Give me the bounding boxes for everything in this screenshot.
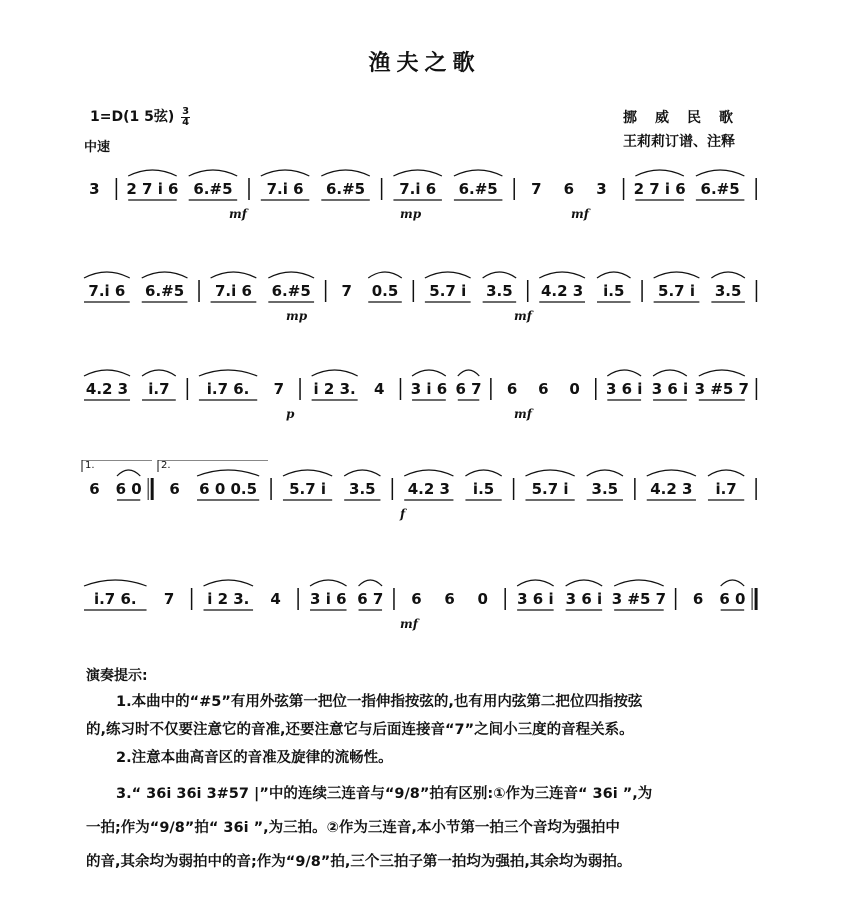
slur [84,370,130,376]
song-editor: 王莉莉订谱、注释 [623,134,735,150]
score-row-1 [78,160,762,230]
slur [84,580,147,586]
slur [454,170,502,176]
note-group: 6 [538,380,549,398]
slur [128,170,176,176]
slur [197,470,259,476]
slur [597,272,631,278]
note-group: 3.5 [714,282,742,300]
tip-1a [86,688,776,716]
note-group: 5.7 i [289,480,327,498]
note-group: 3 i 6 [410,380,448,398]
slur [539,272,585,278]
note-group: 7 [531,180,542,198]
dynamic-mark: mf [514,309,532,323]
note-group: 6 [169,480,180,498]
note-group: 3.5 [349,480,376,498]
note-group: 7.i 6 [88,282,126,300]
score-row-2 [78,262,762,332]
slur [566,580,603,586]
note-group: 0.5 [371,282,399,300]
note-group: 4.2 3 [85,380,129,398]
note-group: 7 [163,590,175,608]
slur [368,272,402,278]
note-group: 6.#5 [458,180,498,198]
note-group: 7 [273,380,285,398]
slur [425,272,471,278]
slur [359,580,383,586]
note-group: 6.#5 [325,180,366,198]
dynamic-mark: f [400,507,406,521]
tip-1b: 的,练习时不仅要注意它的音准,还要注意它与后面连接音“7”之间小三度的音程关系。 [86,722,634,738]
dynamic-mark: mf [229,207,247,221]
slur [321,170,369,176]
slur [696,170,744,176]
note-group: i.7 [148,380,170,398]
slur [614,580,664,586]
note-group: 4.2 3 [407,480,450,498]
score-row-4 [78,460,762,530]
note-group: 7.i 6 [399,180,437,198]
tip-3a-text: 3.“ 36i 36i 3#57 |”中的连续三连音与“9/8”拍有区别:①作为三连音“ 36i ”,为 [116,786,653,802]
note-group: 3 6 i [651,380,689,398]
note-group: i.7 [715,480,737,498]
slur [268,272,314,278]
slur [654,272,700,278]
slur [310,580,347,586]
time-sig-denominator: 4 [182,116,190,128]
slur [483,272,517,278]
tip-3a [86,780,776,808]
note-group: i.5 [472,480,495,498]
note-group: 3 i 6 [310,590,347,608]
slur [261,170,309,176]
slur [525,470,574,476]
tip-2-text: 2.注意本曲高音区的音准及旋律的流畅性。 [116,750,393,766]
volta-label: 1. [85,460,95,471]
slur [312,370,358,376]
slur [142,370,176,376]
slur [189,170,237,176]
tips-heading: 演奏提示: [86,668,148,684]
slur [412,370,446,376]
note-group: i.7 6. [206,380,250,398]
note-group: 6.#5 [145,282,185,300]
time-signature [181,107,190,128]
slur [344,470,380,476]
note-group: 6 [444,590,455,608]
note-group: 2 7 i 6 [633,180,686,198]
note-group: 0 [477,590,488,608]
score-row-5 [78,570,762,640]
note-group: 6 0 [115,480,142,498]
note-group: 4 [374,380,385,398]
slur [393,170,441,176]
slur [607,370,641,376]
note-group: 5.7 i [429,282,467,300]
tip-3b: 一拍;作为“9/8”拍“ 36i ”,为三拍。②作为三连音,本小节第一拍三个音均为强拍中 [86,820,620,836]
slur [84,272,130,278]
slur [708,470,744,476]
note-group: i.5 [603,282,625,300]
slur [204,580,254,586]
note-group: 7.i 6 [214,282,252,300]
tip-2 [86,744,776,772]
slur [458,370,479,376]
note-group: 6 0 [719,590,746,608]
note-group: 5.7 i [531,480,569,498]
note-group: 6 [411,590,422,608]
tip-3c: 的音,其余均为弱拍中的音;作为“9/8”拍,三个三拍子第一拍均为强拍,其余均为弱拍。 [86,854,632,870]
note-group: 2 7 i 6 [126,180,179,198]
note-group: 3 [596,180,607,198]
note-group: 7 [341,282,352,300]
note-group: 6 [692,590,704,608]
slur [711,272,745,278]
slur [517,580,554,586]
slur [199,370,257,376]
song-title: 渔夫之歌 [368,51,481,76]
tempo-marking: 中速 [84,140,111,155]
dynamic-mark: mp [286,309,308,323]
slur [142,272,188,278]
note-group: 3 [89,180,100,198]
note-group: 3 6 i [517,590,554,608]
slur [404,470,453,476]
note-group: i 2 3. [313,380,356,398]
note-group: 6 7 [455,380,482,398]
note-group: 6 0 0.5 [199,480,258,498]
dynamic-mark: mf [514,407,532,421]
score-row-3 [78,360,762,430]
slur [117,470,140,476]
note-group: 6 [506,380,518,398]
volta-label: 2. [161,460,171,471]
slur [699,370,745,376]
note-group: 5.7 i [658,282,695,300]
note-group: 0 [569,380,580,398]
note-group: 4 [270,590,281,608]
slur [211,272,257,278]
note-group: 3 6 i [565,590,603,608]
note-group: 6.#5 [271,282,311,300]
slur [465,470,501,476]
note-group: 6 [89,480,100,498]
slur [635,170,683,176]
note-group: 7.i 6 [266,180,304,198]
note-group: 3 #5 7 [611,590,667,608]
note-group: 6 [563,180,575,198]
tip-1a-text: 1.本曲中的“#5”有用外弦第一把位一指伸指按弦的,也有用内弦第二把位四指按弦 [116,694,643,710]
song-origin: 挪威民歌 [623,110,751,126]
note-group: 6 7 [357,590,384,608]
volta-bracket [158,460,268,472]
note-group: i.7 6. [93,590,137,608]
key-label: 1=D(1 5弦) [90,109,175,125]
dynamic-mark: p [286,407,295,421]
note-group: 4.2 3 [541,282,584,300]
note-group: 3 6 i [605,380,643,398]
dynamic-mark: mf [400,617,418,631]
note-group: 6.#5 [193,180,233,198]
dynamic-mark: mp [400,207,422,221]
time-sig-numerator: 3 [182,105,190,117]
slur [587,470,623,476]
key-signature [90,106,190,128]
slur [283,470,332,476]
note-group: 4.2 3 [650,480,693,498]
note-group: 3.5 [591,480,619,498]
slur [647,470,696,476]
note-group: 6.#5 [700,180,740,198]
slur [653,370,687,376]
note-group: 3 #5 7 [694,380,749,398]
note-group: i 2 3. [207,590,250,608]
slur [721,580,745,586]
dynamic-mark: mf [571,207,589,221]
note-group: 3.5 [486,282,513,300]
